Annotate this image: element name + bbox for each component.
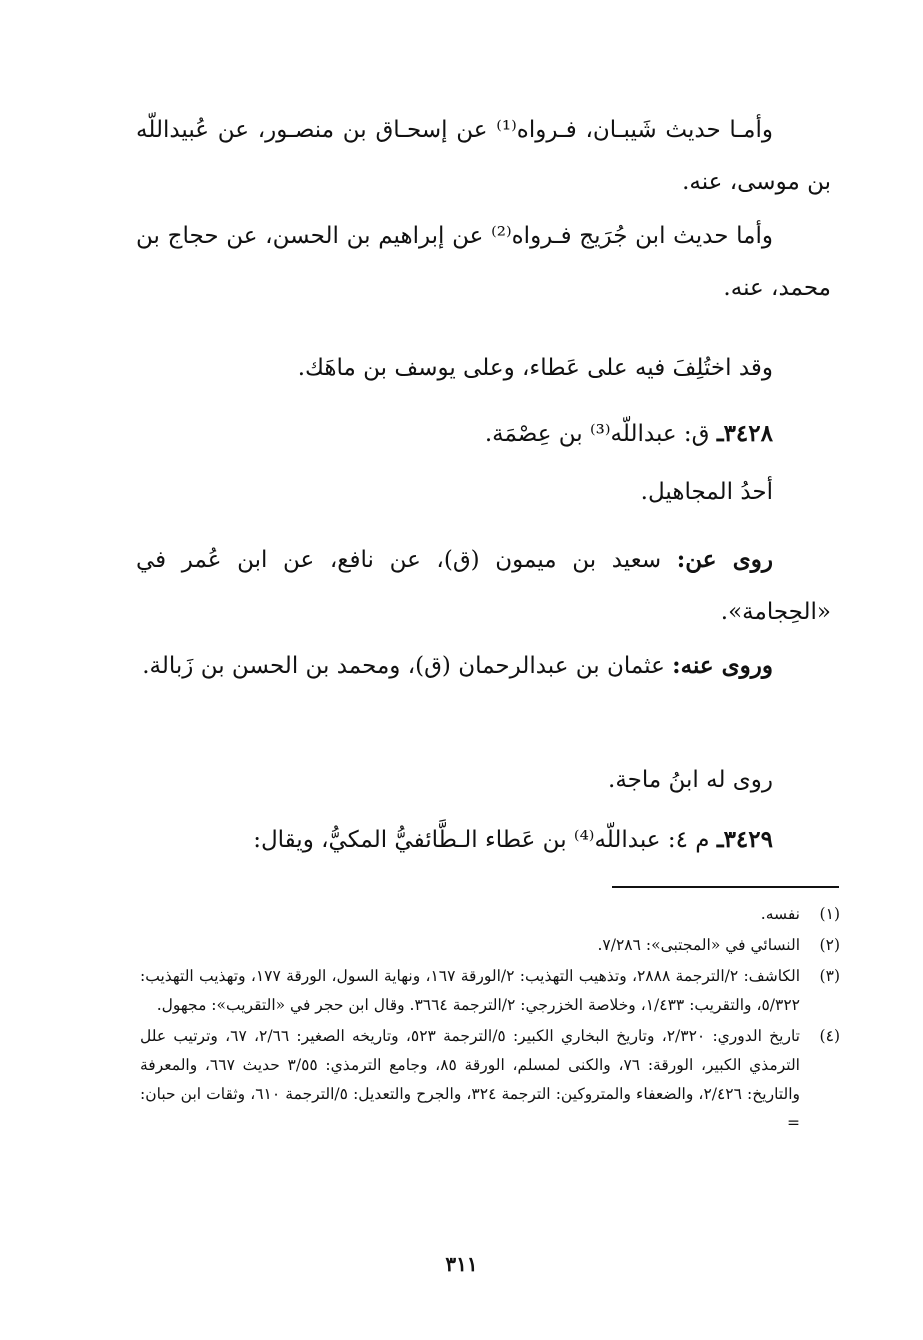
footnote-text: نفسه. — [760, 905, 800, 923]
paragraph-shayban: وأمـا حديث شَيبـان، فـرواه⁽¹⁾ عن إسحـاق بن منصـور، عن عُبيداللّه بن موسى، عنه. — [136, 117, 831, 195]
footnote-number: (١) — [819, 905, 840, 923]
entry-3428 — [136, 408, 831, 460]
footnote-number: (٣) — [819, 967, 840, 985]
footnote-1 — [140, 900, 840, 929]
footnote-text: النسائي في «المجتبى»: ٧/٢٨٦. — [597, 936, 800, 954]
entry-heading: م ٤: عبداللّه⁽⁴⁾ بن عَطاء الـطَّائفيُّ المكيُّ، ويقال: — [253, 827, 710, 853]
footnote-number: (٢) — [819, 936, 840, 954]
paragraph-ibn-majah: روى له ابنُ ماجة. — [608, 767, 773, 793]
footnote-4 — [140, 1022, 840, 1138]
paragraph-rawa-anhu — [136, 640, 831, 692]
entry-heading: ق: عبداللّه⁽³⁾ بن عِصْمَة. — [484, 421, 710, 447]
paragraph-ikhtilaf: وقد اختُلِفَ فيه على عَطاء، وعلى يوسف بن ماهَك. — [297, 355, 773, 381]
paragraph-rawa-an — [136, 534, 831, 638]
entry-3429 — [136, 814, 831, 866]
entry-number: ٣٤٢٩ـ — [716, 826, 773, 853]
footnote-3 — [140, 962, 840, 1020]
rawa-anhu-label: وروى عنه: — [672, 652, 773, 679]
footnote-text: الكاشف: ٢/الترجمة ٢٨٨٨، وتذهيب التهذيب: ٢/الورقة ١٦٧، ونهاية السول، الورقة ١٧٧، وتهذيب التهذيب: ٥/٣٢٢، والتقريب: ١/٤٣٣، وخلاصة الخزرجي: ٢/الترجمة ٣٦٦٤. وقال ابن حجر في «التقريب»: مجهول. — [140, 967, 801, 1014]
footnote-2 — [140, 931, 840, 960]
entry-number: ٣٤٢٨ـ — [716, 420, 773, 447]
rawa-an-text: سعيد بن ميمون (ق)، عن نافع، عن ابن عُمر في «الحِجامة». — [136, 547, 831, 625]
rawa-an-label: روى عن: — [676, 546, 774, 573]
rawa-anhu-text: عثمان بن عبدالرحمان (ق)، ومحمد بن الحسن بن زَبالة. — [142, 653, 665, 679]
footnote-separator — [612, 886, 839, 888]
footnote-number: (٤) — [819, 1027, 840, 1045]
paragraph-majahil: أحدُ المجاهيل. — [640, 479, 773, 505]
footnote-text: تاريخ الدوري: ٢/٣٢٠، وتاريخ البخاري الكبير: ٥/الترجمة ٥٢٣، وتاريخه الصغير: ٢/٦٦، ٦٧، وترتيب علل الترمذي الكبير، الورقة: ٧٦، والكنى لمسلم، الورقة ٨٥، وجامع الترمذي: ٣/٥٥ حديث ٦٦٧، والمعرفة والتاريخ: ٢/٤٢٦، والضعفاء والمتروكين: الترجمة ٣٢٤، والجرح والتعديل: ٥/الترجمة ٦١٠، وثقات ابن حبان: = — [140, 1027, 800, 1132]
footnotes — [140, 900, 840, 1140]
paragraph-ibn-jurayj: وأما حديث ابن جُرَيج فـرواه⁽²⁾ عن إبراهيم بن الحسن، عن حجاج بن محمد، عنه. — [136, 223, 831, 301]
page-number: ٣١١ — [445, 1252, 478, 1276]
